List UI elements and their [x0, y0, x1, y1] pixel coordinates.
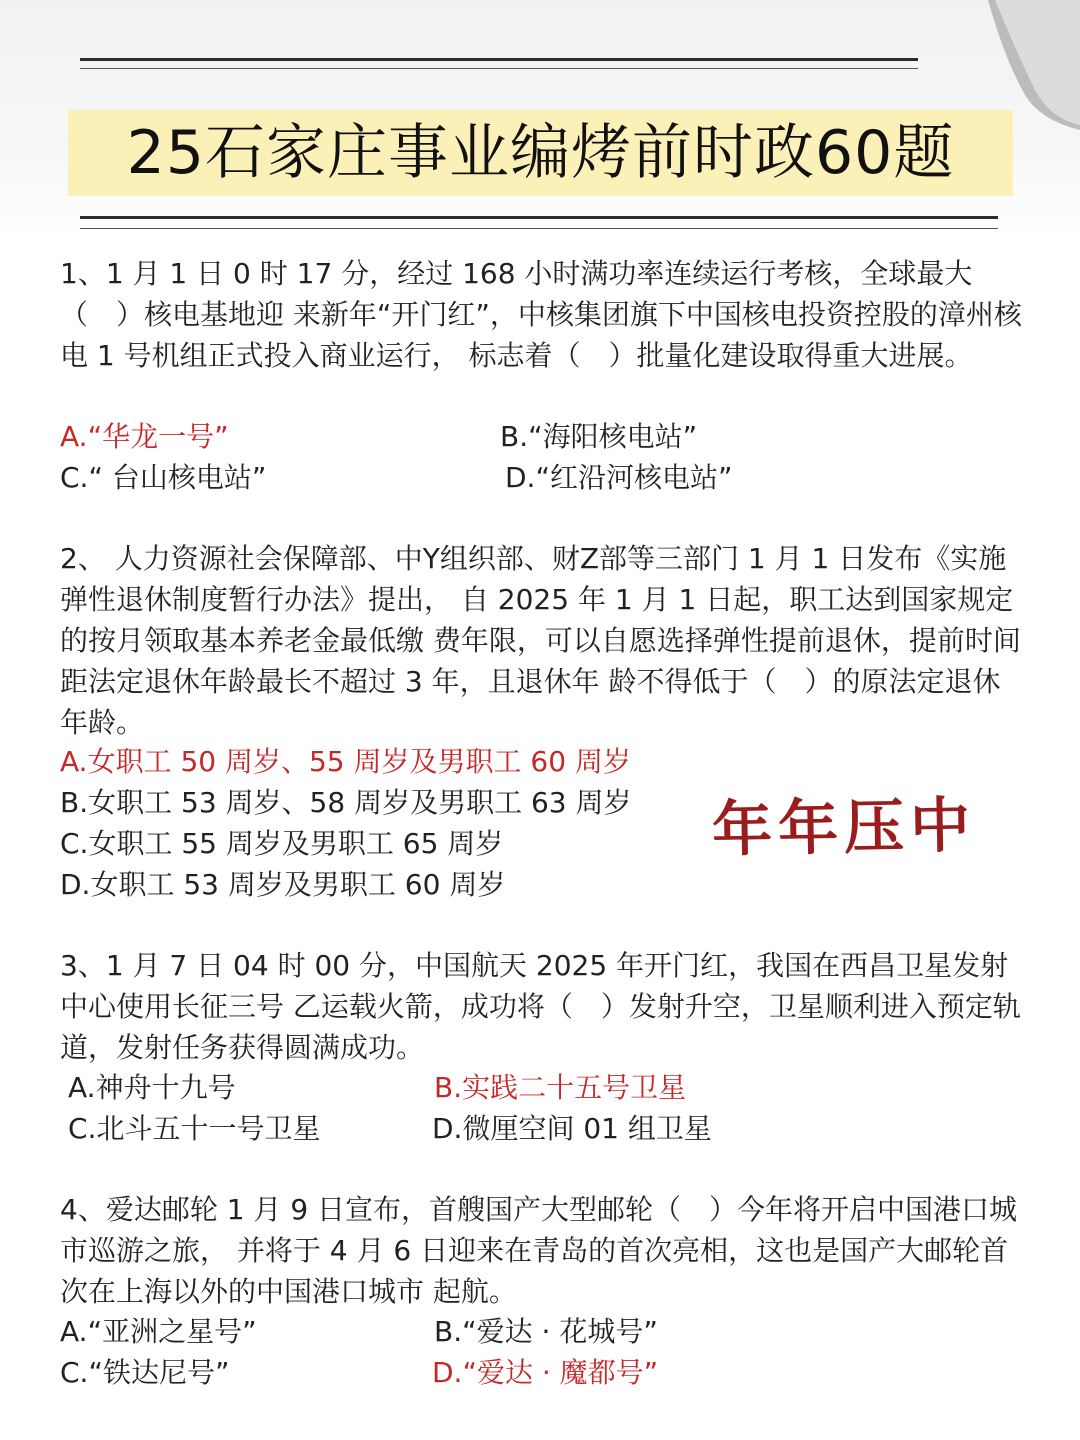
question-4-option-a: A.“亚洲之星号”	[60, 1315, 257, 1348]
question-2-stem: 2、 人力资源社会保障部、中Y组织部、财Z部等三部门 1 月 1 日发布《实施弹性退休制度暂行办法》提出， 自 2025 年 1 月 1 日起，职工达到国家规定的按月领取基本养老金最低缴 费年限，可以自愿选择弹性提前退休，提前时间距法定退休年龄最长不超过 3 年，且退休年 龄不得低于（ ）的原法定退休年龄。	[60, 542, 1021, 739]
question-4-option-d: D.“爱达 · 魔都号”	[432, 1356, 659, 1389]
question-4-option-c: C.“铁达尼号”	[60, 1356, 230, 1389]
question-3-option-c: C.北斗五十一号卫星	[68, 1112, 321, 1145]
top-rule	[80, 58, 918, 61]
question-1-option-d: D.“红沿河核电站”	[505, 461, 733, 494]
question-2-option-b: B.女职工 53 周岁、58 周岁及男职工 63 周岁	[60, 786, 632, 819]
question-4-stem: 4、爱达邮轮 1 月 9 日宣布，首艘国产大型邮轮（ ）今年将开启中国港口城市巡游之旅， 并将于 4 月 6 日迎来在青岛的首次亮相，这也是国产大邮轮首次在上海以外的中国港口城市 起航。	[60, 1193, 1018, 1308]
question-3-option-d: D.微厘空间 01 组卫星	[432, 1112, 712, 1145]
top-rule-thin	[80, 68, 918, 69]
question-4-option-b: B.“爱达 · 花城号”	[434, 1315, 658, 1348]
question-1-option-a: A.“华龙一号”	[60, 420, 229, 453]
question-2-option-d: D.女职工 53 周岁及男职工 60 周岁	[60, 868, 506, 901]
question-1-option-c: C.“ 台山核电站”	[60, 461, 267, 494]
page-title: 25石家庄事业编烤前时政60题	[126, 118, 955, 188]
question-1-option-b: B.“海阳核电站”	[500, 420, 698, 453]
question-2-option-a: A.女职工 50 周岁、55 周岁及男职工 60 周岁	[60, 745, 631, 778]
question-1-stem: 1、1 月 1 日 0 时 17 分，经过 168 小时满功率连续运行考核，全球最大（ ）核电基地迎 来新年“开门红”，中核集团旗下中国核电投资控股的漳州核电 1 号机组正式投入商业运行， 标志着（ ）批量化建设取得重大进展。	[60, 257, 1022, 372]
question-2-option-c: C.女职工 55 周岁及男职工 65 周岁	[60, 827, 504, 860]
question-3-option-a: A.神舟十九号	[68, 1071, 236, 1104]
bottom-rule-thin	[80, 228, 998, 229]
question-3-stem: 3、1 月 7 日 04 时 00 分，中国航天 2025 年开门红，我国在西昌卫星发射中心使用长征三号 乙运载火箭，成功将（ ）发射升空，卫星顺利进入预定轨道，发射任务获得圆满成功。	[60, 949, 1021, 1064]
bottom-rule	[80, 216, 998, 219]
question-3-option-b: B.实践二十五号卫星	[434, 1071, 687, 1104]
stamp-text: 年年压中	[711, 790, 977, 866]
